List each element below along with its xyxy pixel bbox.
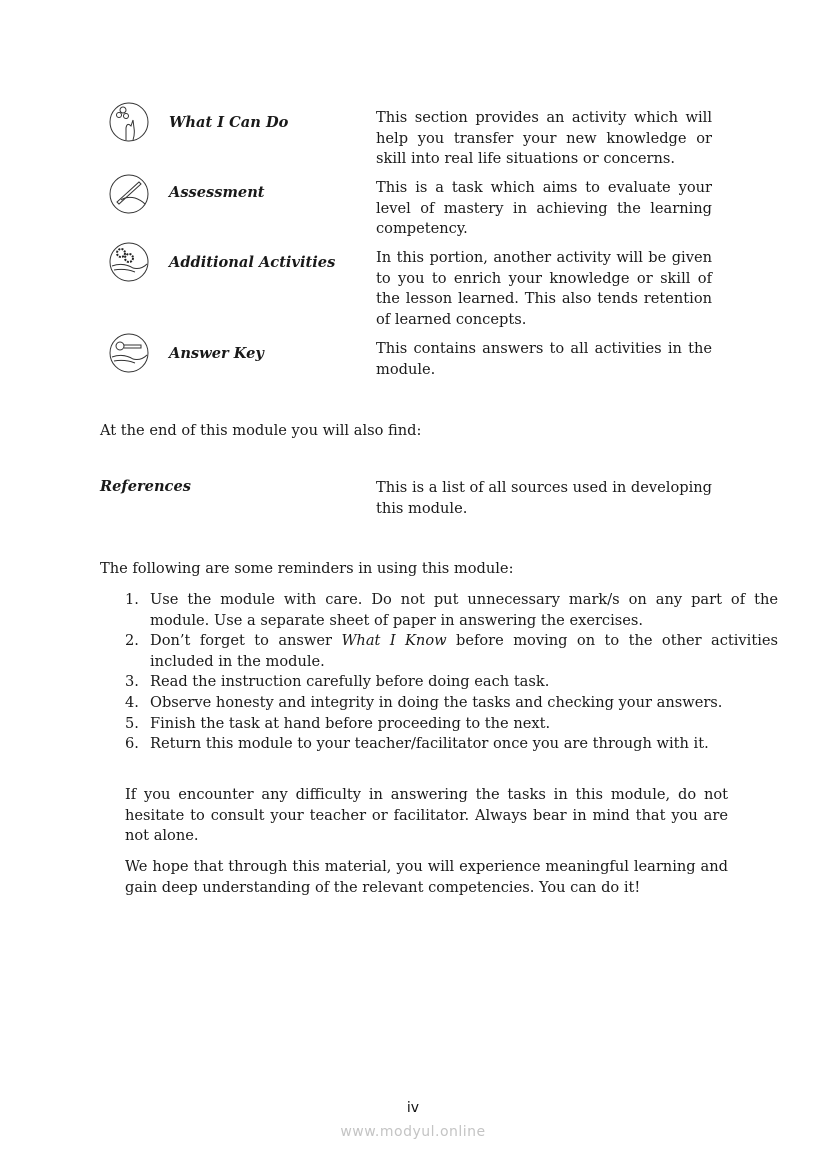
reminder-item [125, 714, 778, 735]
reminder-text: Observe honesty and integrity in doing the tasks and checking your answers. [150, 693, 723, 711]
hand-gears-icon [109, 242, 149, 282]
section-description: In this portion, another activity will be given to you to enrich your knowledge or skill of the lesson learned. This also tends retention of learned concepts. [376, 249, 712, 328]
reminder-emphasis: What I Know [341, 632, 447, 650]
closing-paragraph: We hope that through this material, you will experience meaningful learning and gain deep understanding of the relevant competencies. You can do it! [125, 858, 728, 896]
reminder-number: 1. [125, 591, 139, 608]
reminder-item [125, 631, 778, 672]
section-description: This contains answers to all activities in the module. [376, 340, 712, 378]
hand-flowers-icon [109, 102, 149, 142]
reminder-text: Finish the task at hand before proceeding to the next. [150, 714, 551, 732]
reminder-text-pre: Don’t forget to answer [150, 632, 342, 650]
section-description: This is a task which aims to evaluate your level of mastery in achieving the learning competency. [376, 179, 712, 238]
reminder-item [125, 590, 778, 631]
reminder-number: 6. [125, 735, 139, 753]
hand-key-icon [109, 333, 149, 373]
section-label: Answer Key [169, 345, 264, 362]
reminder-text: Return this module to your teacher/facilitator once you are through with it. [150, 735, 709, 753]
section-description: This section provides an activity which will help you transfer your new knowledge or skill into real life situations or concerns. [376, 109, 712, 168]
reminder-item [125, 672, 778, 693]
reminder-item [125, 734, 778, 755]
references-description: This is a list of all sources used in developing this module. [376, 479, 712, 517]
reminder-text: Read the instruction carefully before doing each task. [150, 673, 550, 691]
watermark: www.modyul.online [340, 1124, 486, 1140]
hand-pen-icon [109, 174, 149, 214]
section-label: Assessment [169, 184, 265, 201]
difficulty-paragraph: If you encounter any difficulty in answering the tasks in this module, do not hesitate to consult your teacher or facilitator. Always bear in mind that you are not alone. [125, 786, 728, 845]
references-label: References [100, 478, 191, 495]
page-number: iv [406, 1100, 420, 1116]
section-label: What I Can Do [169, 114, 289, 131]
section-label: Additional Activities [169, 254, 336, 271]
reminder-number: 5. [125, 714, 139, 732]
reminder-number: 3. [125, 673, 139, 691]
reminder-number: 4. [125, 693, 139, 711]
reminders-list [100, 590, 778, 755]
reminders-intro-text: The following are some reminders in using this module: [100, 560, 514, 577]
reminder-text-post: before moving on to the other activities included in the module. [150, 632, 778, 670]
reminder-text: Use the module with care. Do not put unnecessary mark/s on any part of the module. Use a separate sheet of paper in answering the exercises. [150, 591, 778, 629]
reminder-number: 2. [125, 632, 139, 650]
end-intro-text: At the end of this module you will also find: [100, 422, 422, 439]
reminder-item [125, 693, 778, 714]
